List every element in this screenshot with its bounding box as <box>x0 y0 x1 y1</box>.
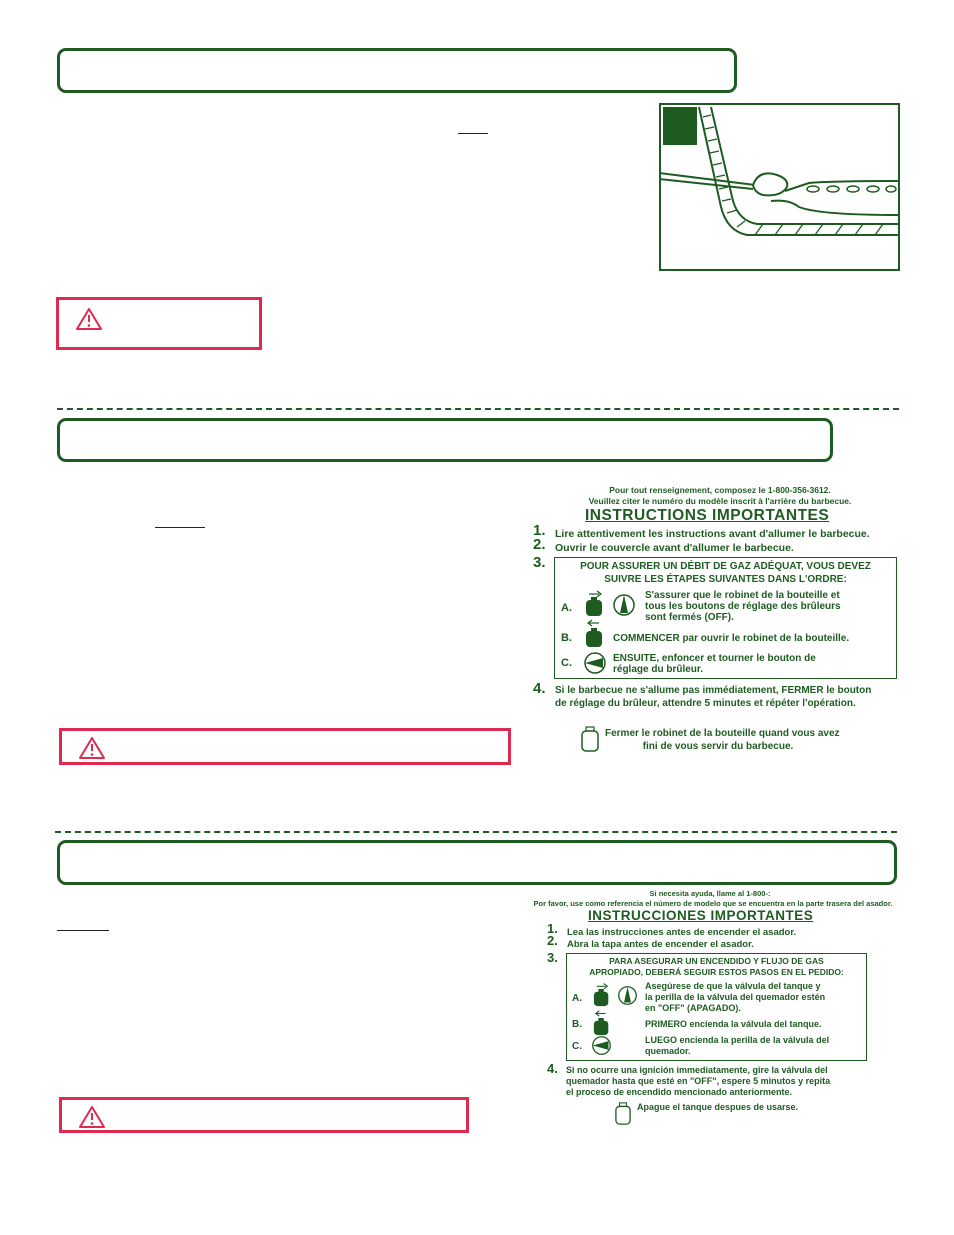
es-contact-line2: Por favor, use como referencia el número de modelo que se encuentra en la parte trasera del asador. <box>533 899 893 908</box>
fr-a-line1: S'assurer que le robinet de la bouteille et <box>645 590 840 601</box>
es-contact-line1: Si necesita ayuda, llame al 1-800-: <box>649 889 771 898</box>
es-close-line1: Apague el tanque despues de usarse. <box>637 1102 799 1112</box>
es-title: INSTRUCCIONES IMPORTANTES <box>588 908 814 923</box>
fr-c-line2: réglage du brûleur. <box>613 664 704 675</box>
fr-contact-line1: Pour tout renseignement, composez le 1-800-356-3612. <box>609 485 831 495</box>
es-box-head-line2: APROPIADO, DEBERÁ SEGUIR ESTOS PASOS EN EL PEDIDO: <box>589 967 844 977</box>
es-b-label: B. <box>572 1019 582 1030</box>
fr-a-label: A. <box>561 602 572 614</box>
fr-step2: Ouvrir le couvercle avant d'allumer le barbecue. <box>555 542 794 554</box>
knob-on-icon <box>583 651 607 675</box>
es-step1: Lea las instrucciones antes de encender el asador. <box>567 927 797 938</box>
warning-box-2 <box>59 728 511 765</box>
section2-underline <box>155 527 205 528</box>
knob-on-icon <box>591 1035 612 1056</box>
es-c-line2: quemador. <box>645 1046 691 1056</box>
warning-triangle-icon <box>75 307 103 331</box>
es-b-line1: PRIMERO encienda la válvula del tanque. <box>645 1019 822 1029</box>
es-box-head-line1: PARA ASEGURAR UN ENCENDIDO Y FLUJO DE GAS <box>609 956 824 966</box>
section-divider-1 <box>57 408 899 410</box>
warning-box-3 <box>59 1097 469 1133</box>
es-num-2: 2. <box>547 933 558 948</box>
fr-num-2: 2. <box>533 536 546 553</box>
fr-close-line2: fini de vous servir du barbecue. <box>642 741 794 752</box>
fr-step1: Lire attentivement les instructions avant d'allumer le barbecue. <box>555 528 870 540</box>
es-step4-line2: quemador hasta que esté en "OFF", espere 5 minutos y repita <box>566 1076 831 1086</box>
propane-tank-icon <box>591 1009 613 1036</box>
fr-step4-line1: Si le barbecue ne s'allume pas immédiatement, FERMER le bouton <box>555 685 872 696</box>
propane-tank-icon <box>580 726 600 752</box>
fr-contact-line2: Veuillez citer le numéro du modèle inscrit à l'arrière du barbecue. <box>588 496 852 506</box>
propane-tank-icon <box>583 618 607 648</box>
section1-underline <box>458 133 488 134</box>
es-step2: Abra la tapa antes de encender el asador. <box>567 939 754 950</box>
fr-step4-line2: de réglage du brûleur, attendre 5 minutes et répéter l'opération. <box>555 698 856 709</box>
fr-a-line3: sont fermés (OFF). <box>645 612 734 623</box>
knob-off-icon <box>612 593 636 617</box>
es-a-line2: la perilla de la válvula del quemador estén <box>645 992 826 1002</box>
section3-underline <box>57 930 109 931</box>
es-step4-line1: Si no ocurre una ignición immediatamente, gire la válvula del <box>566 1065 828 1075</box>
knob-off-icon <box>617 985 638 1006</box>
es-c-label: C. <box>572 1041 582 1052</box>
fr-c-line1: ENSUITE, enfoncer et tourner le bouton de <box>613 653 816 664</box>
fr-num-1: 1. <box>533 522 546 539</box>
fr-title: INSTRUCTIONS IMPORTANTES <box>585 507 830 524</box>
section3-title-box <box>57 840 897 885</box>
propane-tank-icon <box>591 980 613 1007</box>
es-a-line3: en "OFF" (APAGADO). <box>645 1003 741 1013</box>
propane-tank-icon <box>583 587 607 617</box>
es-num-4: 4. <box>547 1061 558 1076</box>
es-num-3: 3. <box>547 950 558 965</box>
warning-box-1 <box>56 297 262 350</box>
fr-c-label: C. <box>561 657 572 669</box>
section2-title-box <box>57 418 833 462</box>
section-divider-2 <box>55 831 897 833</box>
warning-triangle-icon <box>78 736 106 760</box>
fr-a-line2: tous les boutons de réglage des brûleurs <box>645 601 841 612</box>
fr-b-line1: COMMENCER par ouvrir le robinet de la bouteille. <box>613 633 850 644</box>
es-c-line1: LUEGO encienda la perilla de la válvula del <box>645 1035 830 1045</box>
fr-box-head-line1: POUR ASSURER UN DÉBIT DE GAZ ADÉQUAT, VOUS DEVEZ <box>580 561 871 572</box>
fr-num-4: 4. <box>533 680 546 697</box>
section1-title-box <box>57 48 737 93</box>
es-num-1: 1. <box>547 921 558 936</box>
es-step4-line3: el proceso de encendido mencionado anteriormente. <box>566 1087 793 1097</box>
fr-close-line1: Fermer le robinet de la bouteille quand vous avez <box>605 728 840 739</box>
fr-b-label: B. <box>561 632 572 644</box>
fr-box-head-line2: SUIVRE LES ÉTAPES SUIVANTES DANS L'ORDRE: <box>604 574 847 585</box>
es-a-label: A. <box>572 993 582 1004</box>
propane-tank-icon <box>614 1102 632 1125</box>
fr-num-3: 3. <box>533 554 546 571</box>
warning-triangle-icon <box>78 1105 106 1129</box>
burner-illustration <box>659 103 901 272</box>
es-a-line1: Asegúrese de que la válvula del tanque y <box>645 981 821 991</box>
